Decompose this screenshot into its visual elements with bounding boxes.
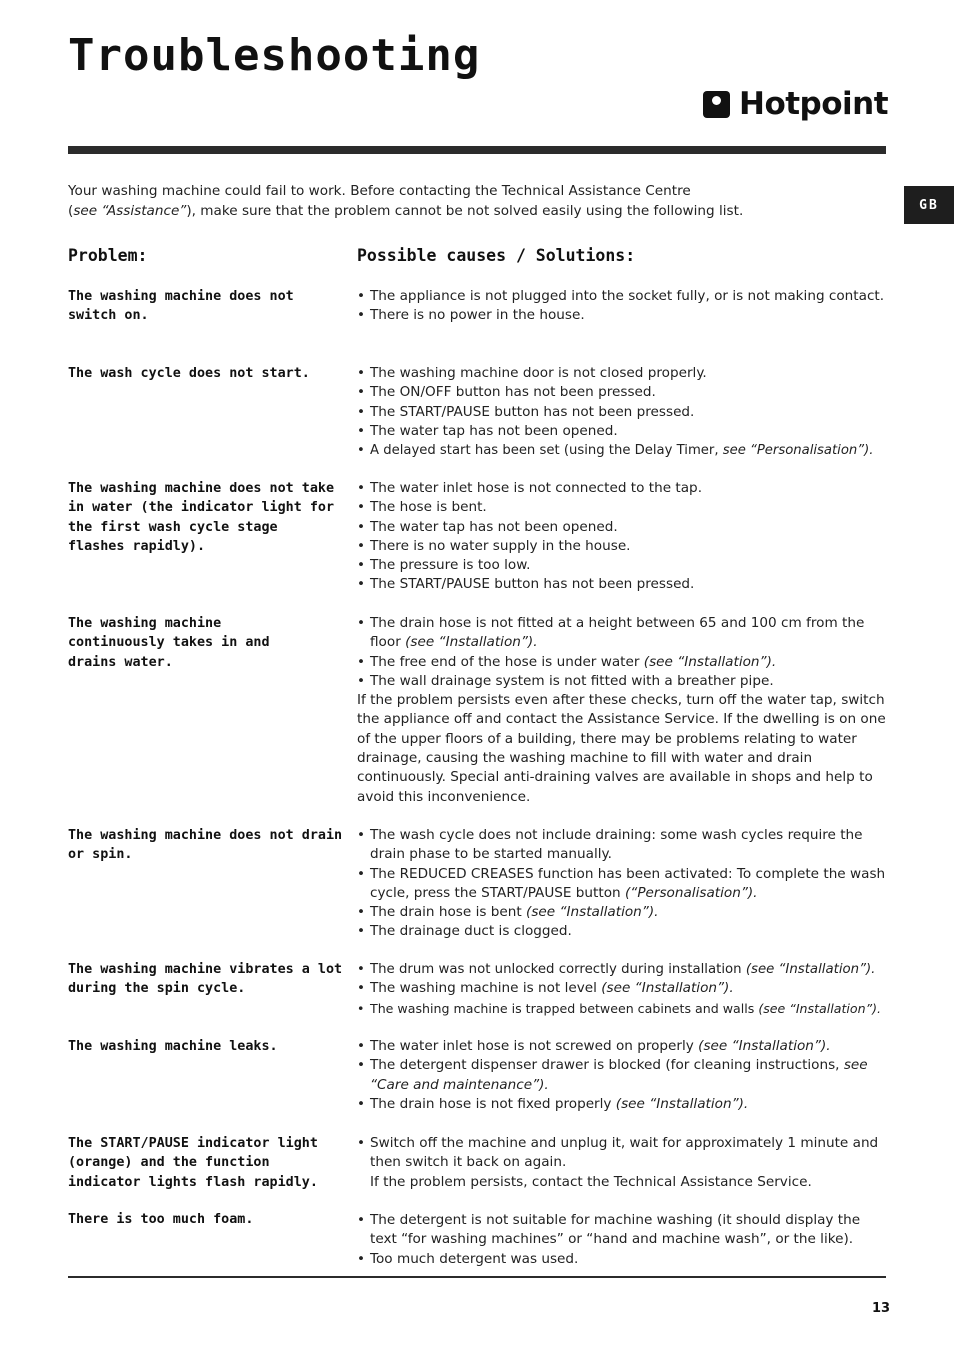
page-title: Troubleshooting [68, 30, 481, 81]
hotpoint-logo-icon [703, 91, 730, 118]
cause-item: • The water tap has not been opened. [357, 518, 887, 537]
intro-open-paren: ( [68, 203, 74, 219]
cause-item: • There is no water supply in the house. [357, 537, 887, 556]
problem-item: The washing machine continuously takes in and drains water. [68, 616, 270, 670]
causes-list [357, 364, 887, 460]
cause-item: • The wash cycle does not include draining: some wash cycles require the drain phase to be started manually. [357, 826, 887, 865]
problem-column-heading: Problem: [68, 246, 148, 265]
problem-item: The wash cycle does not start. [68, 366, 310, 381]
problem-item: The washing machine does not switch on. [68, 289, 294, 324]
problem-item: The washing machine vibrates a lot during the spin cycle. [68, 962, 343, 997]
causes-list [357, 1134, 887, 1192]
cause-item: • A delayed start has been set (using the Delay Timer, see “Personalisation”). [357, 441, 887, 460]
intro-line-2: ), make sure that the problem cannot be not solved easily using the following list. [186, 203, 744, 219]
header-divider [68, 146, 886, 154]
causes-list [357, 1037, 887, 1114]
causes-list [357, 1211, 887, 1269]
cause-item: • The ON/OFF button has not been pressed. [357, 383, 887, 402]
problem-item: The washing machine leaks. [68, 1039, 278, 1054]
cause-item: • The pressure is too low. [357, 556, 887, 575]
cause-note: If the problem persists, contact the Technical Assistance Service. [370, 1173, 812, 1190]
causes-list [357, 287, 887, 326]
cause-item: • The drain hose is not fitted at a height between 65 and 100 cm from the floor (see “Installation”). [357, 614, 887, 653]
cause-item: • The appliance is not plugged into the socket fully, or is not making contact. [357, 287, 887, 306]
brand-logo [703, 86, 888, 122]
cause-item: • There is no power in the house. [357, 306, 887, 325]
cause-item: • The detergent is not suitable for machine washing (it should display the text “for washing machines” or “hand and machine wash”, or the like). [357, 1211, 887, 1250]
cause-item: • The water tap has not been opened. [357, 422, 887, 441]
intro-line-1: Your washing machine could fail to work. Before contacting the Technical Assistance Centre [68, 183, 691, 199]
intro-paragraph [68, 181, 828, 221]
brand-name: Hotpoint [739, 86, 889, 122]
cause-item: • The START/PAUSE button has not been pressed. [357, 403, 887, 422]
cause-item: • The drainage duct is clogged. [357, 922, 887, 941]
cause-item: • The REDUCED CREASES function has been activated: To complete the wash cycle, press the START/PAUSE button (“Personalisation”). [357, 865, 887, 904]
cause-item: • The washing machine is not level (see “Installation”). [357, 979, 887, 998]
cause-item: • The drain hose is bent (see “Installation”). [357, 903, 887, 922]
intro-reference: see “Assistance” [73, 203, 187, 219]
cause-item: • The wall drainage system is not fitted with a breather pipe. [357, 672, 887, 691]
cause-item: • Too much detergent was used. [357, 1250, 887, 1269]
causes-list [357, 614, 887, 807]
cause-item: • The START/PAUSE button has not been pressed. [357, 575, 887, 594]
problem-item: There is too much foam. [68, 1212, 254, 1227]
cause-item: • The washing machine door is not closed properly. [357, 364, 887, 383]
cause-item: • The water inlet hose is not screwed on properly (see “Installation”). [357, 1037, 887, 1056]
cause-item: • The free end of the hose is under water (see “Installation”). [357, 653, 887, 672]
causes-list [357, 826, 887, 942]
causes-column-heading: Possible causes / Solutions: [357, 246, 636, 265]
cause-item: • The drum was not unlocked correctly during installation (see “Installation”). [357, 960, 887, 979]
causes-list [357, 479, 887, 595]
cause-item: • Switch off the machine and unplug it, wait for approximately 1 minute and then switch it back on again. [357, 1134, 887, 1173]
problem-item: The washing machine does not drain or spin. [68, 828, 343, 863]
cause-note: If the problem persists even after these checks, turn off the water tap, switch the appliance off and contact the Assistance Service. If the dwelling is on one of the upper floors of a building, there may be problems relating to water drainage, causing the washing machine to fill with water and drain continuously. Special anti-draining valves are available in shops and help to avoid this inconvenience. [357, 692, 886, 805]
language-tab: GB [904, 186, 954, 224]
cause-item: • The drain hose is not fixed properly (see “Installation”). [357, 1095, 887, 1114]
cause-item: • The washing machine is trapped between cabinets and walls (see “Installation”). [357, 999, 887, 1018]
problem-item: The washing machine does not take in water (the indicator light for the first wash cycle stage flashes rapidly). [68, 481, 335, 554]
problem-item: The START/PAUSE indicator light (orange) and the function indicator lights flash rapidly. [68, 1136, 318, 1190]
causes-list [357, 960, 887, 1018]
footer-divider [68, 1276, 886, 1278]
cause-item: • The water inlet hose is not connected to the tap. [357, 479, 887, 498]
cause-item: • The detergent dispenser drawer is blocked (for cleaning instructions, see “Care and maintenance”). [357, 1056, 887, 1095]
cause-item: • The hose is bent. [357, 498, 887, 517]
page-number: 13 [872, 1301, 891, 1316]
